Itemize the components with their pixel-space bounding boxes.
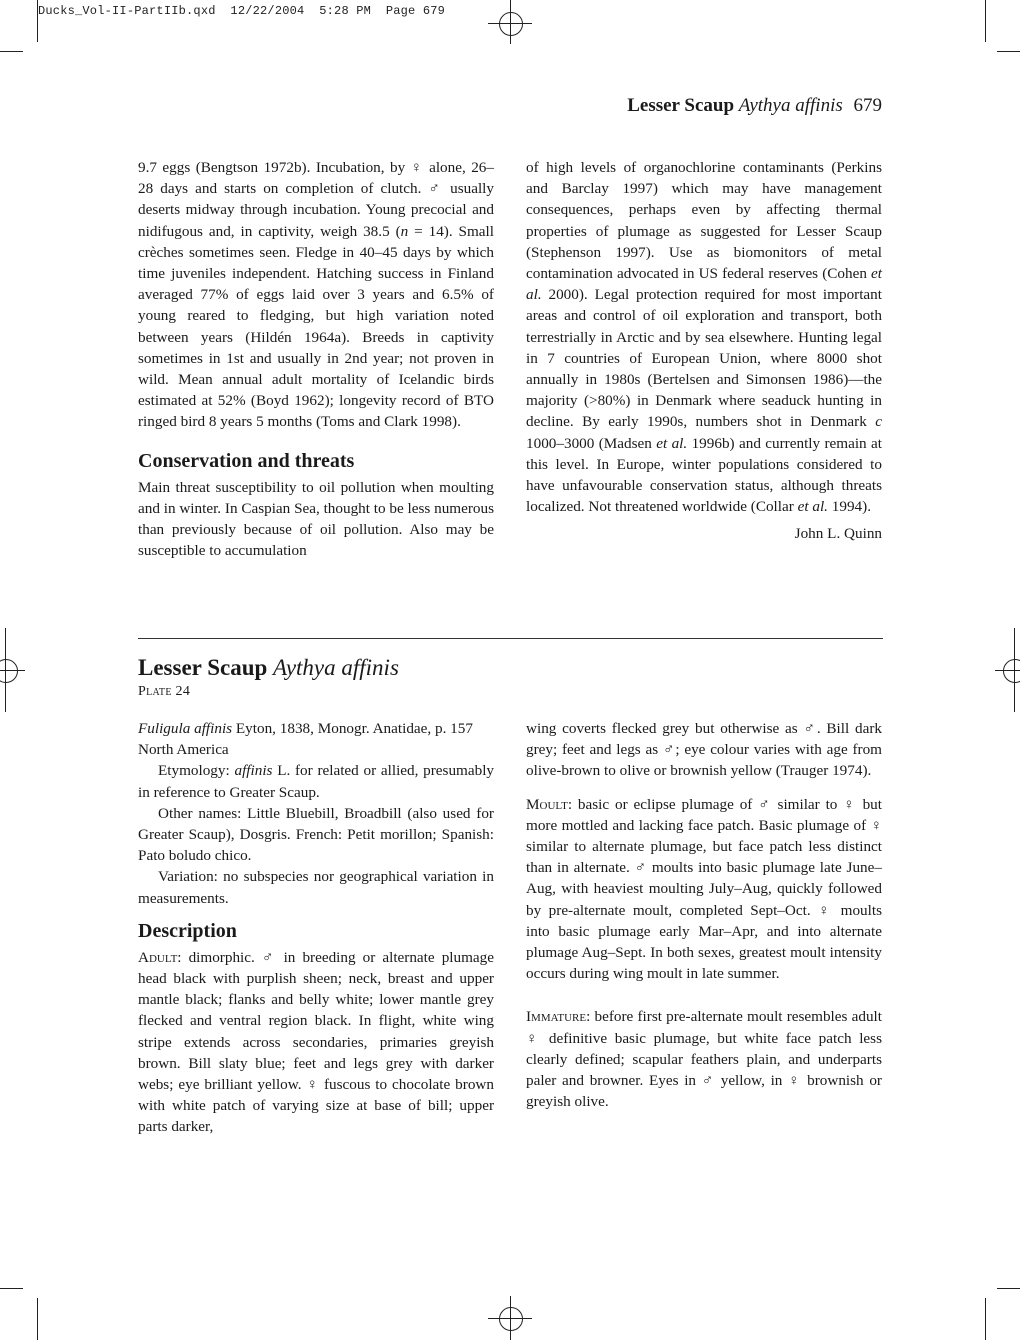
conservation-continued-paragraph: of high levels of organochlorine contaminants (Perkins and Barclay 1997) which may have management consequences, perhaps even by affecting thermal properties of plumage as suggested for Lesser Scaup (Stephenson 1997). Use as biomonitors of metal contamination advocated in US federal reserves (Cohen et al. 2000). Legal protection required for most important areas and control of oil exploration and transport, both terrestrially in Arctic and by sea elsewhere. Hunting legal in 7 countries of European Union, where 8000 shot annually in 1980s (Bertelsen and Simonsen 1986)—the majority (>80%) in Denmark where seaduck hunting in decline. By early 1990s, numbers shot in Denmark c 1000–3000 (Madsen et al. 1996b) and currently remain at this level. In Europe, winter populations considered to have unfavourable conservation status, although threats localized. Not threatened worldwide (Collar et al. 1994).	[526, 159, 882, 516]
crop-mark	[997, 1288, 1020, 1289]
crop-mark	[985, 1298, 986, 1340]
registration-line	[488, 23, 532, 24]
conservation-paragraph: Main threat susceptibility to oil pollution when moulting and in winter. In Caspian Sea, thought to be less numerous than previously because of oil pollution. Also may be susceptible to accumulation	[138, 478, 495, 560]
registration-line	[488, 1318, 532, 1319]
crop-mark	[0, 51, 23, 52]
species-common-name: Lesser Scaup	[138, 655, 268, 680]
other-names: Other names: Little Bluebill, Broadbill (also used for Greater Scaup), Dosgris. French: Petit morillon; Spanish: Pato boludo chico.	[138, 804, 494, 865]
running-head-title: Lesser Scaup	[627, 95, 735, 116]
bottom-right-column	[526, 718, 882, 1112]
registration-line	[0, 670, 25, 671]
plate-reference: Plate 24	[138, 684, 191, 699]
top-left-column	[138, 157, 494, 561]
crop-mark	[985, 0, 986, 42]
registration-line	[510, 0, 511, 44]
breeding-paragraph: 9.7 eggs (Bengtson 1972b). Incubation, by ♀ alone, 26–28 days and starts on completion of clutch. ♂ usually deserts midway through incubation. Young precocial and nidifugous and, in captivity, weigh 38.5 (n = 14). Small crèches sometimes seen. Fledge in 40–45 days by which time juveniles independent. Hatching success in Finland averaged 77% of eggs laid over 3 years and 6.5% of young reared to fledging, but high variation noted between years (Hildén 1964a). Breeds in captivity sometimes in 1st and usually in 2nd year; not proven in wild. Mean annual adult mortality of Icelandic birds estimated at 52% (Boyd 1962); longevity record of BTO ringed bird 8 years 5 months (Toms and Clark 1998).	[138, 159, 494, 431]
registration-line	[995, 670, 1020, 671]
moult-description: Moult: basic or eclipse plumage of ♂ similar to ♀ but more mottled and lacking face patch. Basic plumage of ♀ similar to alternate plumage, but face patch less distinct than in alternate. ♂ moults into basic plumage late June–Aug, with heaviest moulting July–Aug, quickly followed by pre-alternate moult, completed Sept–Oct. ♀ moults into basic plumage early Mar–Apr, and into alternate plumage Aug–Sept. In both sexes, greatest moult intensity occurs during wing moult in late summer.	[526, 795, 882, 983]
range: North America	[138, 741, 229, 759]
adult-description-continued: wing coverts flecked grey but otherwise as ♂. Bill dark grey; feet and legs as ♂; eye colour varies with age from olive-brown to olive or brownish yellow (Trauger 1974).	[526, 720, 882, 780]
registration-mark	[0, 659, 18, 683]
bottom-left-column	[138, 718, 494, 1138]
page-number: 679	[853, 95, 882, 116]
crop-mark	[0, 1288, 23, 1289]
crop-mark	[37, 1298, 38, 1340]
species-scientific-name: Aythya affinis	[273, 655, 399, 680]
author-signature: John L. Quinn	[794, 525, 882, 543]
registration-mark	[499, 1307, 523, 1331]
top-right-column	[526, 157, 882, 545]
section-divider	[138, 638, 883, 639]
file-slug: Ducks_Vol-II-PartIIb.qxd 12/22/2004 5:28 PM Page 679	[38, 4, 446, 18]
registration-mark	[499, 12, 523, 36]
etymology: Etymology: affinis L. for related or allied, presumably in reference to Greater Scaup.	[138, 762, 495, 801]
crop-mark	[37, 0, 38, 42]
variation: Variation: no subspecies nor geographical variation in measurements.	[138, 868, 494, 907]
running-head-species: Aythya affinis	[738, 95, 843, 116]
synonym-citation: Fuligula affinis Eyton, 1838, Monogr. Anatidae, p. 157	[138, 720, 473, 737]
species-title	[138, 655, 399, 681]
adult-description: Adult: dimorphic. ♂ in breeding or alternate plumage head black with purplish sheen; neck, breast and upper mantle black; flanks and belly white; lower mantle grey flecked and ventral region black. In flight, white wing stripe extends across secondaries, primaries greyish brown. Bill slaty blue; feet and legs grey with darker webs; eye brilliant yellow. ♀ fuscous to chocolate brown with white patch of varying size at base of bill; upper parts darker,	[138, 948, 494, 1136]
registration-mark	[1003, 659, 1020, 683]
description-heading: Description	[138, 919, 237, 942]
running-head	[627, 95, 882, 117]
crop-mark	[997, 51, 1020, 52]
immature-description: Immature: before first pre-alternate moult resembles adult ♀ definitive basic plumage, but white face patch less clearly defined; scapular feathers plain, and underparts paler and browner. Eyes in ♂ yellow, in ♀ brownish or greyish olive.	[526, 1008, 882, 1111]
conservation-heading: Conservation and threats	[138, 449, 355, 472]
